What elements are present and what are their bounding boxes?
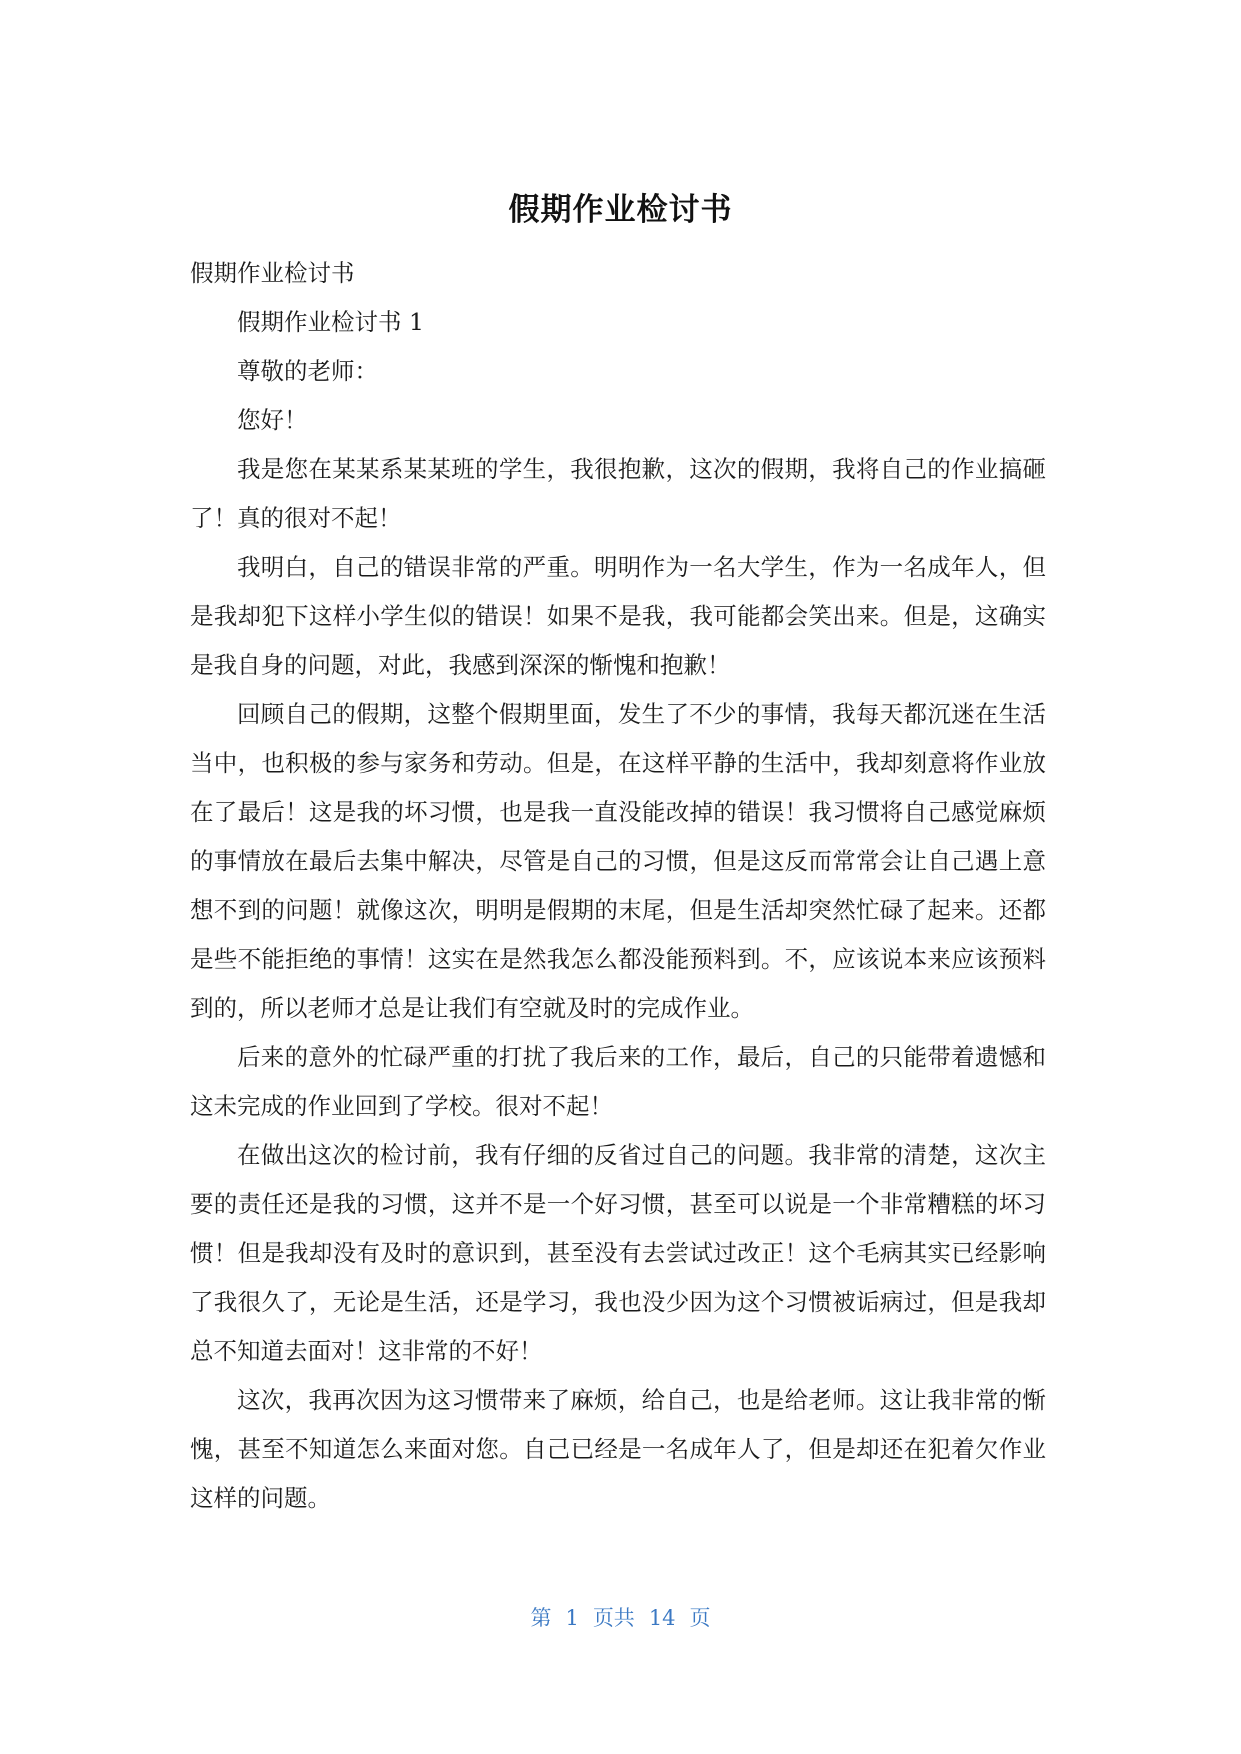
paragraph-heading: 假期作业检讨书: [190, 259, 355, 287]
paragraph-body: 在做出这次的检讨前，我有仔细的反省过自己的问题。我非常的清楚，这次主要的责任还是我的习惯，这并不是一个好习惯，甚至可以说是一个非常糟糕的坏习惯！但是我却没有及时的意识到，甚至没有去尝试过改正！这个毛病其实已经影响了我很久了，无论是生活，还是学习，我也没少因为这个习惯被诟病过，但是我却总不知道去面对！这非常的不好！: [190, 1141, 1046, 1365]
paragraph-subheading: 假期作业检讨书 1: [237, 308, 424, 336]
current-page-number: 1: [565, 1606, 579, 1630]
document-body: [190, 249, 1046, 1523]
paragraph-greeting: 您好！: [237, 406, 308, 434]
total-pages-number: 14: [648, 1606, 676, 1630]
page-number-footer: [0, 1603, 1241, 1633]
page-middle: 页共: [592, 1606, 635, 1630]
paragraph-body: 这次，我再次因为这习惯带来了麻烦，给自己，也是给老师。这让我非常的惭愧，甚至不知道怎么来面对您。自己已经是一名成年人了，但是却还在犯着欠作业这样的问题。: [190, 1386, 1046, 1512]
paragraph-body: 后来的意外的忙碌严重的打扰了我后来的工作，最后，自己的只能带着遗憾和这未完成的作业回到了学校。很对不起！: [190, 1043, 1046, 1120]
paragraph-salutation: 尊敬的老师：: [237, 357, 378, 385]
document-title: 假期作业检讨书: [508, 192, 733, 228]
page-suffix: 页: [689, 1606, 711, 1630]
paragraph-body: 我明白，自己的错误非常的严重。明明作为一名大学生，作为一名成年人，但是我却犯下这样小学生似的错误！如果不是我，我可能都会笑出来。但是，这确实是我自身的问题，对此，我感到深深的惭愧和抱歉！: [190, 553, 1046, 679]
paragraph-body: 回顾自己的假期，这整个假期里面，发生了不少的事情，我每天都沉迷在生活当中，也积极的参与家务和劳动。但是，在这样平静的生活中，我却刻意将作业放在了最后！这是我的坏习惯，也是我一直没能改掉的错误！我习惯将自己感觉麻烦的事情放在最后去集中解决，尽管是自己的习惯，但是这反而常常会让自己遇上意想不到的问题！就像这次，明明是假期的末尾，但是生活却突然忙碌了起来。还都是些不能拒绝的事情！这实在是然我怎么都没能预料到。不，应该说本来应该预料到的，所以老师才总是让我们有空就及时的完成作业。: [190, 700, 1046, 1022]
paragraph-body: 我是您在某某系某某班的学生，我很抱歉，这次的假期，我将自己的作业搞砸了！真的很对不起！: [190, 455, 1046, 532]
page-prefix: 第: [530, 1606, 552, 1630]
